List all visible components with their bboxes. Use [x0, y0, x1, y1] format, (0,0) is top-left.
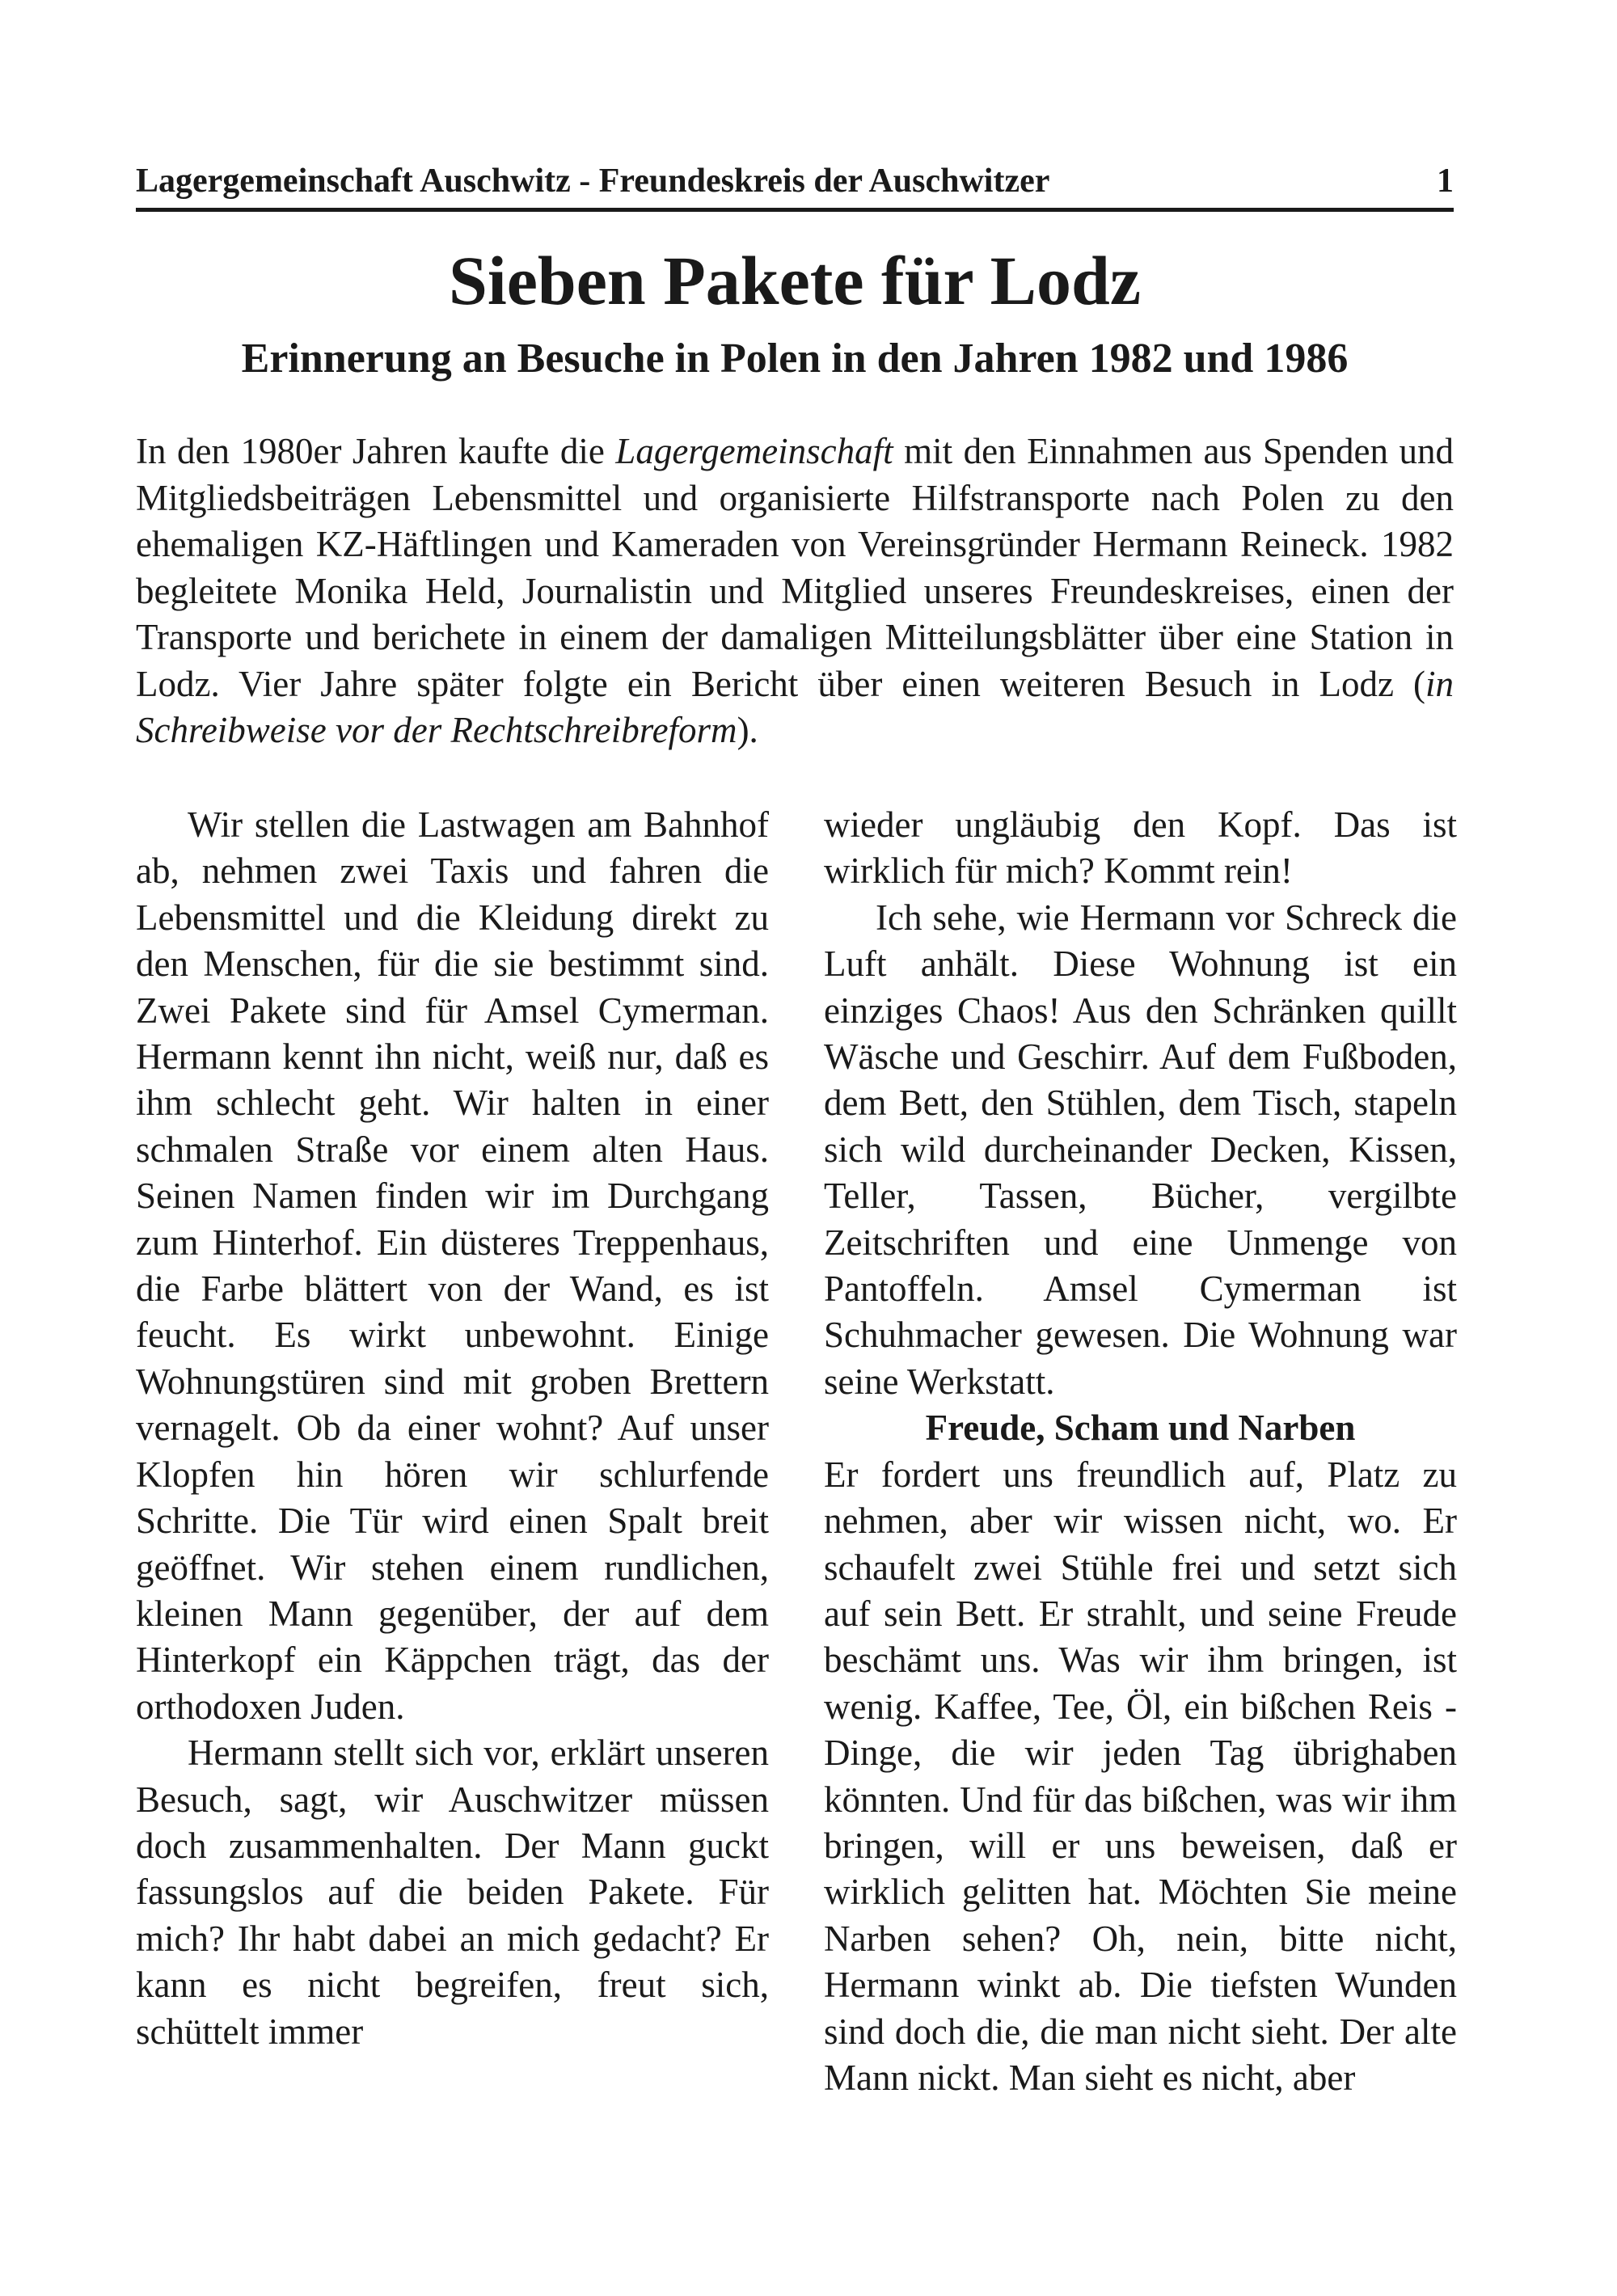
page-number: 1 [1437, 162, 1454, 200]
article-subtitle: Erinnerung an Besuche in Polen in den Jahren 1982 und 1986 [241, 336, 1349, 382]
body-paragraph: Wir stellen die Lastwagen am Bahnhof ab, nehmen zwei Taxis und fahren die Lebensmittel und die Kleidung direkt zu den Menschen, für die sie bestimmt sind. Zwei Pakete sind für Amsel Cymerman. Hermann kennt ihn nicht, weiß nur, daß es ihm schlecht geht. Wir halten in einer schmalen Straße vor einem alten Haus. Seinen Namen finden wir im Durchgang zum Hinterhof. Ein düsteres Treppenhaus, die Farbe blättert von der Wand, es ist feucht. Es wirkt unbewohnt. Einige Wohnungstüren sind mit groben Brettern vernagelt. Ob da einer wohnt? Auf unser Klopfen hin hören wir schlurfende Schritte. Die Tür wird einen Spalt breit geöffnet. Wir stehen einem rundlichen, kleinen Mann gegenüber, der auf dem Hinterkopf ein Käppchen trägt, das der orthodoxen Juden. [136, 804, 769, 1727]
intro-text-3: ). [737, 710, 758, 750]
intro-text-2: mit den Einnahmen aus Spenden und Mitgliedsbeiträgen Lebensmittel und organisierte Hilfstransporte nach Polen zu den ehemaligen KZ-Häftlingen und Kameraden von Vereinsgründer Hermann Reineck. 1982 begleitete Monika Held, Journalistin und Mitglied unseres Freundeskreises, einen der Transporte und berichete in einem der damaligen Mitteilungsblätter über eine Station in Lodz. Vier Jahre später folgte ein Bericht über einen weiteren Besuch in Lodz ( [136, 431, 1454, 704]
body-paragraph: Ich sehe, wie Hermann vor Schreck die Luft anhält. Diese Wohnung ist ein einziges Chaos! Aus den Schränken quillt Wäsche und Geschirr. Auf dem Fußboden, dem Bett, den Stühlen, dem Tisch, stapeln sich wild durcheinander Decken, Kissen, Teller, Tassen, Bücher, vergilbte Zeitschriften und eine Unmenge von Pantoffeln. Amsel Cymerman ist Schuhmacher gewesen. Die Wohnung war seine Werkstatt. [824, 897, 1457, 1402]
body-paragraph: Er fordert uns freundlich auf, Platz zu nehmen, aber wir wissen nicht, wo. Er schaufelt zwei Stühle frei und setzt sich auf sein Bett. Er strahlt, und seine Freude beschämt uns. Was wir ihm bringen, ist wenig. Kaffee, Tee, Öl, ein bißchen Reis - Dinge, die wir jeden Tag übrighaben könnten. Und für das bißchen, was wir ihm bringen, will er uns beweisen, daß er wirklich gelitten hat. Möchten Sie meine Narben sehen? Oh, nein, bitte nicht, Hermann winkt ab. Die tiefsten Wunden sind doch die, die man nicht sieht. Der alte Mann nickt. Man sieht es nicht, aber [824, 1454, 1457, 2098]
body-paragraph: wieder ungläubig den Kopf. Das ist wirklich für mich? Kommt rein! [824, 804, 1457, 892]
column-left [136, 802, 769, 2055]
publication-name: Lagergemeinschaft Auschwitz - Freundeskreis der Auschwitzer [136, 162, 1050, 200]
body-paragraph: Hermann stellt sich vor, erklärt unseren Besuch, sagt, wir Auschwitzer müssen doch zusammenhalten. Der Mann guckt fassungslos auf die beiden Pakete. Für mich? Ihr habt dabei an mich gedacht? Er kann es nicht begreifen, freut sich, schüttelt immer [136, 1733, 769, 2052]
intro-text-1: In den 1980er Jahren kaufte die [136, 431, 616, 471]
intro-org-name: Lagergemeinschaft [615, 431, 893, 471]
document-page [136, 0, 1457, 2296]
section-heading: Freude, Scham und Narben [925, 1408, 1356, 1449]
article-intro [136, 428, 1454, 754]
running-header [136, 162, 1454, 212]
intro-spelling-note: in Schreibweise vor der Rechtschreibreform [136, 663, 1454, 750]
article-title: Sieben Pakete für Lodz [448, 242, 1141, 319]
column-right [824, 802, 1457, 2101]
